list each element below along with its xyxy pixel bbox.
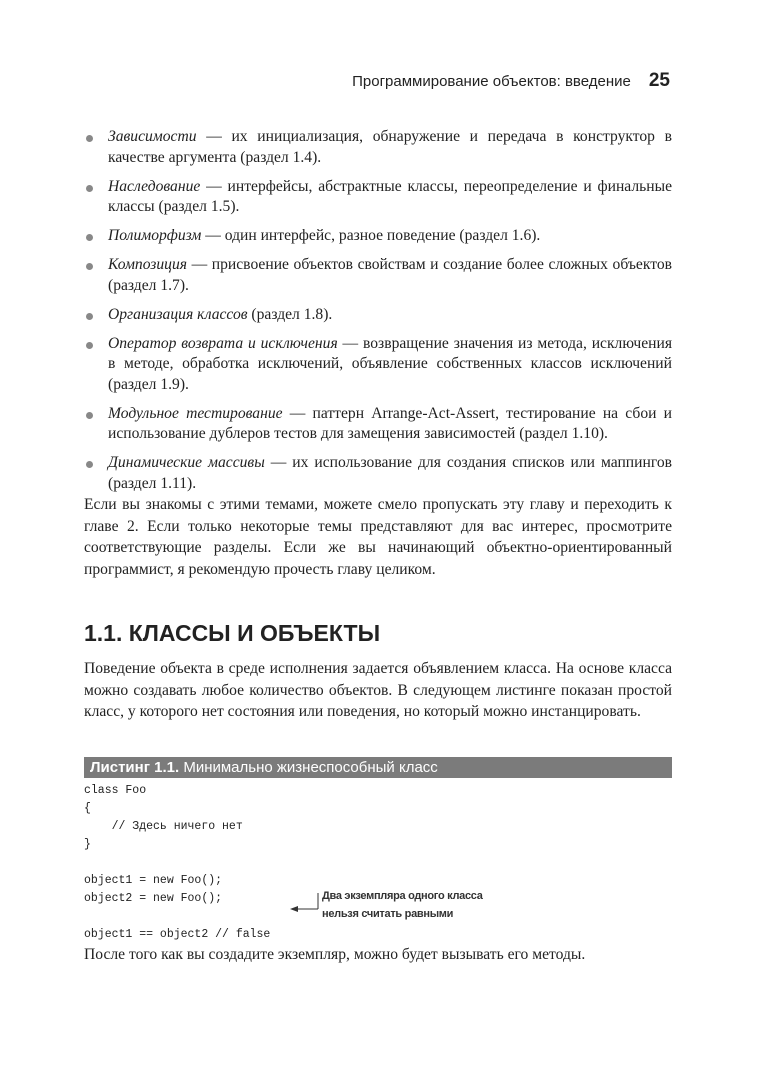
description: — паттерн Arrange-Act-Assert, тестирование на сбои и использование дублеров тестов для замещения зависимостей (раздел 1.10). [108,404,672,442]
description: (раздел 1.8). [247,305,333,323]
list-item [84,177,672,218]
description: — один интерфейс, разное поведение (раздел 1.6). [201,227,541,244]
term: Организация классов [108,305,248,323]
section-heading: 1.1. КЛАССЫ И ОБЪЕКТЫ [84,620,381,646]
term: Модульное тестирование [108,404,283,422]
annotation-line: нельзя считать равными [322,908,454,920]
list-item [84,305,672,326]
listing-header [84,757,672,778]
list-item [84,226,672,247]
term: Оператор возврата и исключения [108,334,338,352]
list-item [84,453,672,494]
running-header [84,70,670,92]
code-annotation [322,887,483,923]
term: Полиморфизм [108,227,202,244]
term: Зависимости [108,128,197,145]
list-item [84,255,672,296]
term: Наследование [108,177,201,195]
topic-list [84,127,672,503]
list-item [84,404,672,445]
term: Динамические массивы [108,454,265,471]
description: — присвоение объектов свойствам и создание более сложных объектов (раздел 1.7). [108,256,672,294]
intro-paragraph: Если вы знакомы с этими темами, можете смело пропускать эту главу и переходить к главе 2. Если только некоторые темы представляют для вас интерес, просмотрите соответствующие разделы. Если же вы начинающий объектно-ориентированный программист, я рекомендую прочесть главу целиком. [84,496,672,578]
arrow-left-icon [290,893,320,913]
page-number: 25 [648,70,670,91]
term: Композиция [108,256,188,273]
code-listing: class Foo { // Здесь ничего нет } object1 = new Foo(); object2 = new Foo(); object1 == object2 // false [84,784,271,941]
annotation-line: Два экземпляра одного класса [322,890,483,902]
closing-paragraph: После того как вы создадите экземпляр, можно будет вызывать его методы. [84,946,586,963]
listing-caption: Минимально жизнеспособный класс [179,759,438,776]
description: — их инициализация, обнаружение и передача в конструктор в качестве аргумента (раздел 1.4). [108,128,672,166]
list-item [84,334,672,396]
description: — их использование для создания списков или маппингов (раздел 1.11). [108,454,672,492]
header-title: Программирование объектов: введение [352,73,631,90]
description: — интерфейсы, абстрактные классы, переопределение и финальные классы (раздел 1.5). [108,177,672,215]
list-item [84,127,672,168]
listing-label: Листинг 1.1. [90,759,180,776]
description: — возвращение значения из метода, исключения в методе, обработка исключений, объявление собственных классов исключений (раздел 1.9). [108,334,672,393]
section-paragraph: Поведение объекта в среде исполнения задается объявлением класса. На основе класса можно создавать любое количество объектов. В следующем листинге показан простой класс, у которого нет состояния или поведения, но который можно инстанцировать. [84,660,672,720]
